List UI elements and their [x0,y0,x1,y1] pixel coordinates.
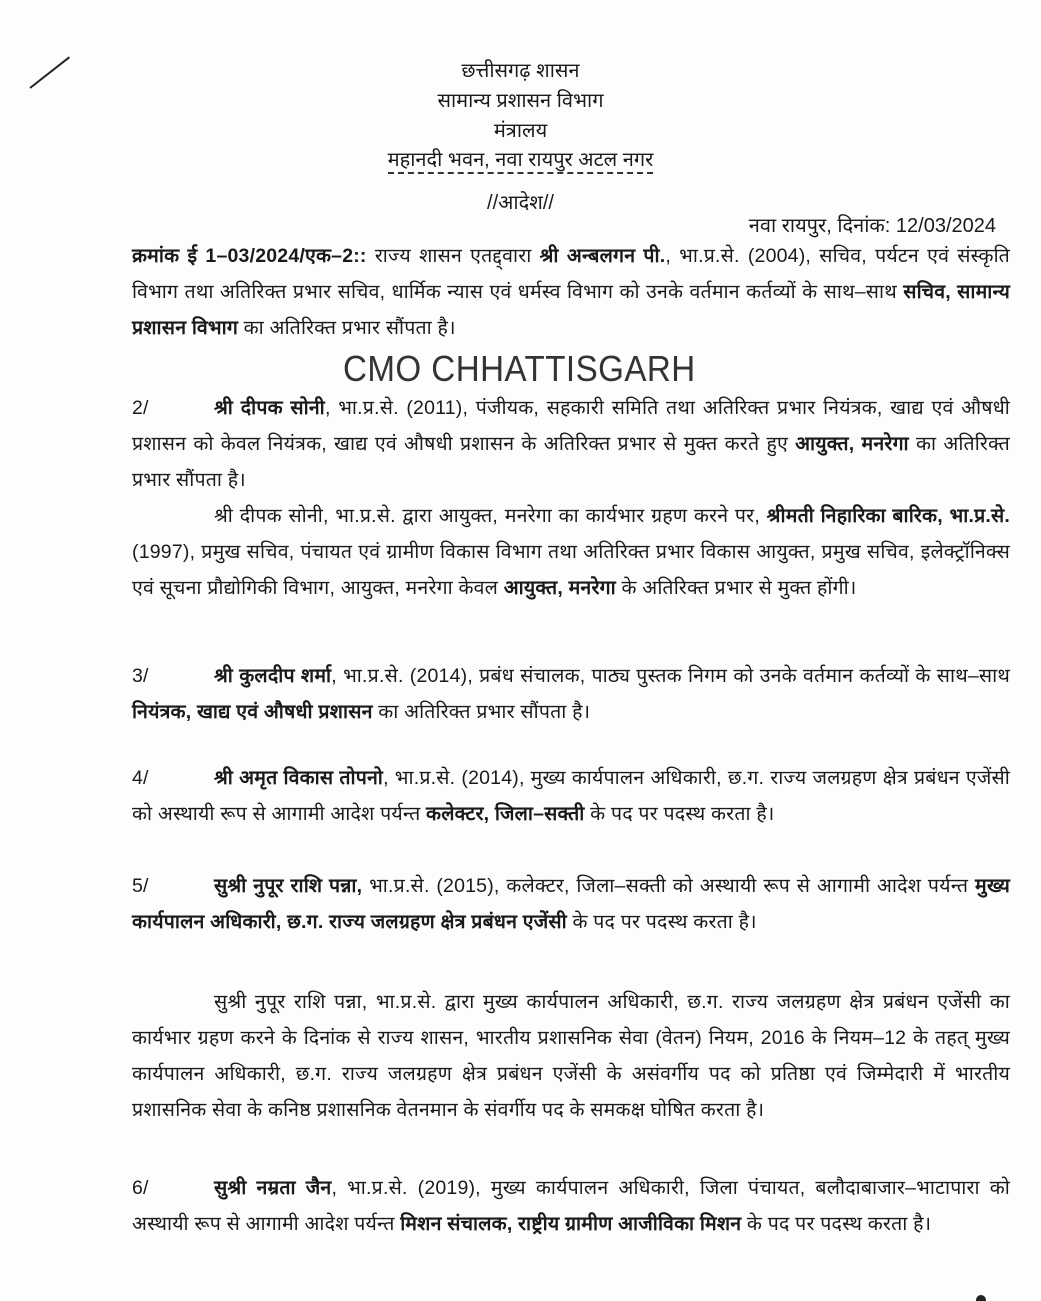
assigned-post: मिशन संचालक, राष्ट्रीय ग्रामीण आजीविका मिशन [400,1213,742,1235]
paragraph-number: 5/ [132,875,149,897]
officer-name: श्री अन्बलगन पी. [539,245,666,267]
paragraph-2-continuation: श्री दीपक सोनी, भा.प्र.से. द्वारा आयुक्त, मनरेगा का कार्यभार ग्रहण करने पर, श्रीमती निहारिका बारिक, भा.प्र.से. (1997), प्रमुख सचिव, पंचायत एवं ग्रामीण विकास विभाग तथा अतिरिक्त प्रभार विकास आयुक्त, प्रमुख सचिव, इलेक्ट्रॉनिक्स एवं सूचना प्रौद्योगिकी विभाग, आयुक्त, मनरेगा केवल आयुक्त, मनरेगा के अतिरिक्त प्रभार से मुक्त होंगी। [132,505,1010,599]
header-ministry: मंत्रालय [493,120,548,142]
paragraph-5-continuation: सुश्री नुपूर राशि पन्ना, भा.प्र.से. द्वारा मुख्य कार्यपालन अधिकारी, छ.ग. राज्य जलग्रहण क्षेत्र प्रबंधन एजेंसी का कार्यभार ग्रहण करने के दिनांक से राज्य शासन, भारतीय प्रशासनिक सेवा (वेतन) नियम, 2016 के नियम–12 के तहत् मुख्य कार्यपालन अधिकारी, छ.ग. राज्य जलग्रहण क्षेत्र प्रबंधन एजेंसी के असंवर्गीय पद को प्रतिष्ठा एवं जिम्मेदारी में भारतीय प्रशासनिक सेवा के कनिष्ठ प्रशासनिक वेतनमान के संवर्गीय पद के समकक्ष घोषित करता है। [132,991,1010,1121]
officer-name: सुश्री नुपूर राशि पन्ना, [214,875,363,897]
paragraph-number: 2/ [132,397,149,419]
header-address: महानदी भवन, नवा रायपुर अटल नगर [0,147,1041,174]
reference-number: क्रमांक ई 1–03/2024/एक–2:: [132,245,367,267]
ink-mark [976,1295,986,1301]
officer-name: श्री दीपक सोनी [214,397,325,419]
paragraph-5: 5/ सुश्री नुपूर राशि पन्ना, भा.प्र.से. (2015), कलेक्टर, जिला–सक्ती को अस्थायी रूप से आगामी आदेश पर्यन्त मुख्य कार्यपालन अधिकारी, छ.ग. राज्य जलग्रहण क्षेत्र प्रबंधन एजेंसी के पद पर पदस्थ करता है। [132,868,1010,940]
paragraph-number: 3/ [132,665,149,687]
paragraph-2: 2/ श्री दीपक सोनी, भा.प्र.से. (2011), पंजीयक, सहकारी समिति तथा अतिरिक्त प्रभार नियंत्रक, खाद्य एवं औषधी प्रशासन को केवल नियंत्रक, खाद्य एवं औषधी प्रशासन के अतिरिक्त प्रभार से मुक्त करते हुए आयुक्त, मनरेगा का अतिरिक्त प्रभार सौंपता है। [132,390,1010,498]
paragraph-4: 4/ श्री अमृत विकास तोपनो, भा.प्र.से. (2014), मुख्य कार्यपालन अधिकारी, छ.ग. राज्य जलग्रहण क्षेत्र प्रबंधन एजेंसी को अस्थायी रूप से आगामी आदेश पर्यन्त कलेक्टर, जिला–सक्ती के पद पर पदस्थ करता है। [132,760,1010,832]
order-date: नवा रायपुर, दिनांक: 12/03/2024 [748,215,996,237]
assigned-post: नियंत्रक, खाद्य एवं औषधी प्रशासन [132,701,373,723]
header-department: सामान्य प्रशासन विभाग [437,90,604,112]
assigned-post: आयुक्त, मनरेगा [795,433,909,455]
assigned-post: सचिव, सामान्य प्रशासन विभाग [132,281,1010,339]
officer-name: श्री अमृत विकास तोपनो [214,767,384,789]
header-government: छत्तीसगढ़ शासन [461,60,580,82]
officer-name: सुश्री नम्रता जैन [214,1177,332,1199]
officer-name: श्री कुलदीप शर्मा [214,665,332,687]
relieved-post: आयुक्त, मनरेगा [503,577,616,599]
paragraph-1: क्रमांक ई 1–03/2024/एक–2:: राज्य शासन एतद्द्वारा श्री अन्बलगन पी., भा.प्र.से. (2004), सचिव, पर्यटन एवं संस्कृति विभाग तथा अतिरिक्त प्रभार सचिव, धार्मिक न्यास एवं धर्मस्व विभाग को उनके वर्तमान कर्तव्यों के साथ–साथ सचिव, सामान्य प्रशासन विभाग का अतिरिक्त प्रभार सौंपता है। [132,245,1010,339]
paragraph-3: 3/ श्री कुलदीप शर्मा, भा.प्र.से. (2014), प्रबंध संचालक, पाठ्य पुस्तक निगम को उनके वर्तमान कर्तव्यों के साथ–साथ नियंत्रक, खाद्य एवं औषधी प्रशासन का अतिरिक्त प्रभार सौंपता है। [132,658,1010,730]
paragraph-number: 6/ [132,1177,149,1199]
assigned-post: कलेक्टर, जिला–सक्ती [426,803,585,825]
watermark: CMO CHHATTISGARH [343,348,696,389]
assigned-post: मुख्य कार्यपालन अधिकारी, छ.ग. राज्य जलग्रहण क्षेत्र प्रबंधन एजेंसी [132,875,1010,933]
order-title: //आदेश// [487,192,554,214]
paragraph-number: 4/ [132,767,149,789]
officer-name: श्रीमती निहारिका बारिक, भा.प्र.से. [766,505,1010,527]
paragraph-6: 6/ सुश्री नम्रता जैन, भा.प्र.से. (2019), मुख्य कार्यपालन अधिकारी, जिला पंचायत, बलौदाबाजार–भाटापारा को अस्थायी रूप से आगामी आदेश पर्यन्त मिशन संचालक, राष्ट्रीय ग्रामीण आजीविका मिशन के पद पर पदस्थ करता है। [132,1170,1010,1242]
